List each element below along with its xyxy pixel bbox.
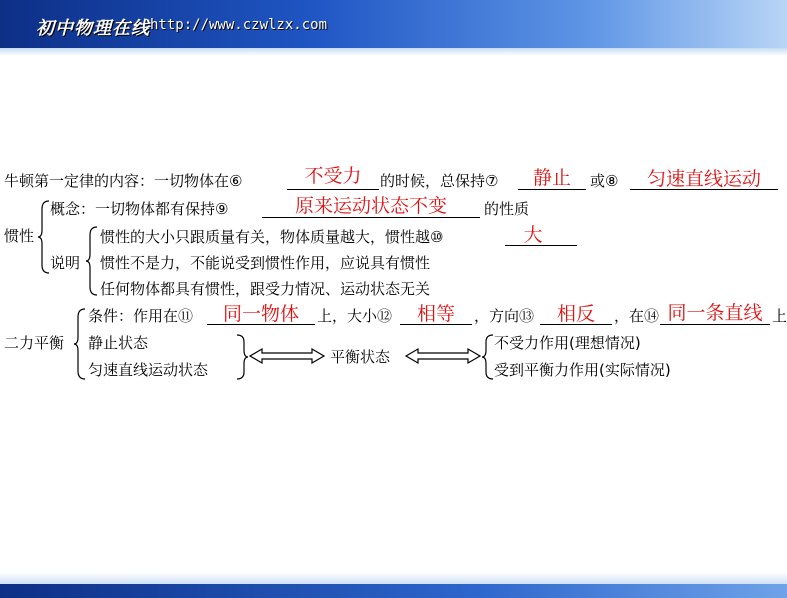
answer-8: 匀速直线运动 [646, 168, 761, 190]
condition-prefix: 条件：作用在⑪ [88, 307, 194, 325]
condition-suffix: 上 [772, 307, 787, 325]
answer-11: 同一物体 [222, 303, 299, 325]
balance-label: 二力平衡 [4, 334, 65, 352]
answer-7: 静止 [532, 167, 571, 189]
newton-mid2: 或⑧ [590, 172, 619, 190]
concept-suffix: 的性质 [484, 200, 530, 218]
state-uniform-motion: 匀速直线运动状态 [88, 361, 209, 379]
condition-mid1: 上，大小⑫ [317, 307, 393, 325]
answer-12: 相等 [416, 303, 455, 325]
newton-prefix: 牛顿第一定律的内容：一切物体在⑥ [4, 172, 243, 190]
inertia-brace [38, 200, 50, 274]
force-left-brace [482, 334, 494, 380]
balance-brace [74, 308, 86, 380]
footer-bar [0, 584, 787, 598]
condition-mid2: ，方向⑬ [474, 307, 535, 325]
double-arrow-left [248, 348, 326, 364]
explain-brace [86, 226, 98, 296]
blank-9-line [262, 217, 480, 218]
blank-7-line [518, 189, 586, 190]
states-right-brace [236, 334, 248, 380]
header-divider [0, 48, 787, 56]
inertia-label: 惯性 [4, 227, 35, 245]
site-url[interactable]: http://www.czwlzx.com [150, 17, 328, 33]
explain-label: 说明 [50, 254, 81, 272]
force-case-actual: 受到平衡力作用(实际情况) [494, 361, 671, 379]
blank-6-line [287, 189, 379, 190]
condition-mid3: ，在⑭ [614, 307, 660, 325]
force-case-ideal: 不受力作用(理想情况) [494, 334, 641, 352]
footer-fade [0, 572, 787, 584]
answer-14: 同一条直线 [667, 302, 763, 324]
double-arrow-right [404, 348, 482, 364]
newton-mid1: 的时候，总保持⑦ [380, 172, 499, 190]
explain-1-prefix: 惯性的大小只跟质量有关，物体质量越大，惯性越⑩ [100, 228, 444, 246]
balance-state-center: 平衡状态 [330, 348, 391, 366]
answer-9: 原来运动状态不变 [294, 195, 447, 217]
answer-10: 大 [523, 224, 543, 246]
explain-2: 惯性不是力，不能说受到惯性作用，应说具有惯性 [100, 254, 431, 272]
blank-14-line [660, 324, 770, 325]
explain-3: 任何物体都具有惯性，跟受力情况、运动状态无关 [100, 280, 431, 298]
concept-prefix: 概念：一切物体都有保持⑨ [50, 200, 229, 218]
site-logo: 初中物理在线 [36, 18, 150, 39]
answer-6: 不受力 [304, 165, 362, 187]
answer-13: 相反 [556, 303, 595, 325]
state-still: 静止状态 [88, 334, 149, 352]
